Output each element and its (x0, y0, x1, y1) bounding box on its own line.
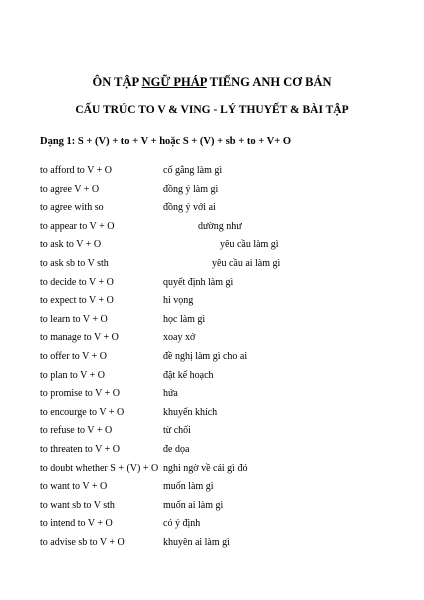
english-structure: to threaten to V + O (40, 443, 120, 455)
list-item (0, 274, 424, 293)
title-suffix: TIẾNG ANH CƠ BẢN (206, 75, 332, 89)
vietnamese-meaning: hi vọng (163, 295, 194, 307)
vietnamese-meaning: khuyến khích (163, 406, 218, 418)
vietnamese-meaning: có ý định (163, 518, 201, 530)
vietnamese-meaning: yêu cầu làm gì (220, 239, 279, 251)
english-structure: to learn to V + O (40, 313, 108, 325)
vietnamese-meaning: dường như (198, 220, 242, 232)
vietnamese-meaning: đề nghị làm gì cho ai (163, 350, 248, 362)
list-item (0, 422, 424, 441)
english-structure: to agree with so (40, 202, 104, 214)
list-item (0, 534, 424, 553)
english-structure: to ask sb to V sth (40, 257, 109, 269)
document-subtitle: CẤU TRÚC TO V & VING - LÝ THUYẾT & BÀI TẬP (75, 104, 349, 116)
english-structure: to offer to V + O (40, 350, 108, 362)
vietnamese-meaning: đồng ý với ai (163, 202, 216, 214)
english-structure: to doubt whether S + (V) + O (40, 462, 159, 474)
vocabulary-list (0, 162, 424, 552)
list-item (0, 367, 424, 386)
english-structure: to manage to V + O (40, 332, 119, 344)
list-item (0, 218, 424, 237)
vietnamese-meaning: cố gắng làm gì (163, 165, 223, 176)
title-prefix: ÔN TẬP (92, 75, 142, 89)
document-title (0, 75, 424, 90)
list-item (0, 199, 424, 218)
english-structure: to want to V + O (40, 481, 108, 493)
title-underlined: NGỮ PHÁP (141, 75, 207, 89)
english-structure: to refuse to V + O (40, 425, 113, 437)
english-structure: to agree V + O (40, 183, 100, 195)
english-structure: to advise sb to V + O (40, 536, 125, 548)
list-item (0, 311, 424, 330)
vietnamese-meaning: đồng ý làm gì (163, 183, 219, 195)
list-item (0, 404, 424, 423)
list-item (0, 236, 424, 255)
english-structure: to expect to V + O (40, 295, 114, 307)
english-structure: to ask to V + O (40, 239, 102, 251)
english-structure: to appear to V + O (40, 220, 115, 232)
vietnamese-meaning: đặt kế hoạch (163, 369, 214, 381)
vietnamese-meaning: yêu cầu ai làm gì (212, 257, 281, 269)
english-structure: to want sb to V sth (40, 499, 115, 511)
english-structure: to plan to V + O (40, 369, 105, 381)
vietnamese-meaning: muốn làm gì (163, 481, 214, 493)
vietnamese-meaning: học làm gì (163, 313, 206, 325)
english-structure: to intend to V + O (40, 518, 113, 530)
list-item (0, 292, 424, 311)
vietnamese-meaning: nghi ngờ về cái gì đó (163, 462, 248, 474)
english-structure: to encourge to V + O (40, 406, 125, 418)
list-item (0, 460, 424, 479)
list-item (0, 255, 424, 274)
list-item (0, 348, 424, 367)
list-item (0, 478, 424, 497)
english-structure: to afford to V + O (40, 165, 113, 176)
list-item (0, 385, 424, 404)
vietnamese-meaning: xoay xở (163, 332, 196, 344)
list-item (0, 441, 424, 460)
english-structure: to promise to V + O (40, 388, 120, 400)
vietnamese-meaning: khuyên ai làm gì (163, 536, 230, 548)
vietnamese-meaning: từ chối (163, 425, 191, 437)
list-item (0, 497, 424, 516)
list-item (0, 181, 424, 200)
list-item (0, 515, 424, 534)
list-item (0, 329, 424, 348)
vietnamese-meaning: muốn ai làm gì (163, 499, 224, 511)
english-structure: to decide to V + O (40, 276, 114, 288)
vietnamese-meaning: quyết định làm gì (163, 276, 234, 288)
vietnamese-meaning: đe dọa (163, 443, 190, 455)
section-heading: Dạng 1: S + (V) + to + V + hoặc S + (V) + sb + to + V+ O (40, 136, 292, 147)
list-item (0, 162, 424, 181)
vietnamese-meaning: hứa (163, 388, 178, 400)
